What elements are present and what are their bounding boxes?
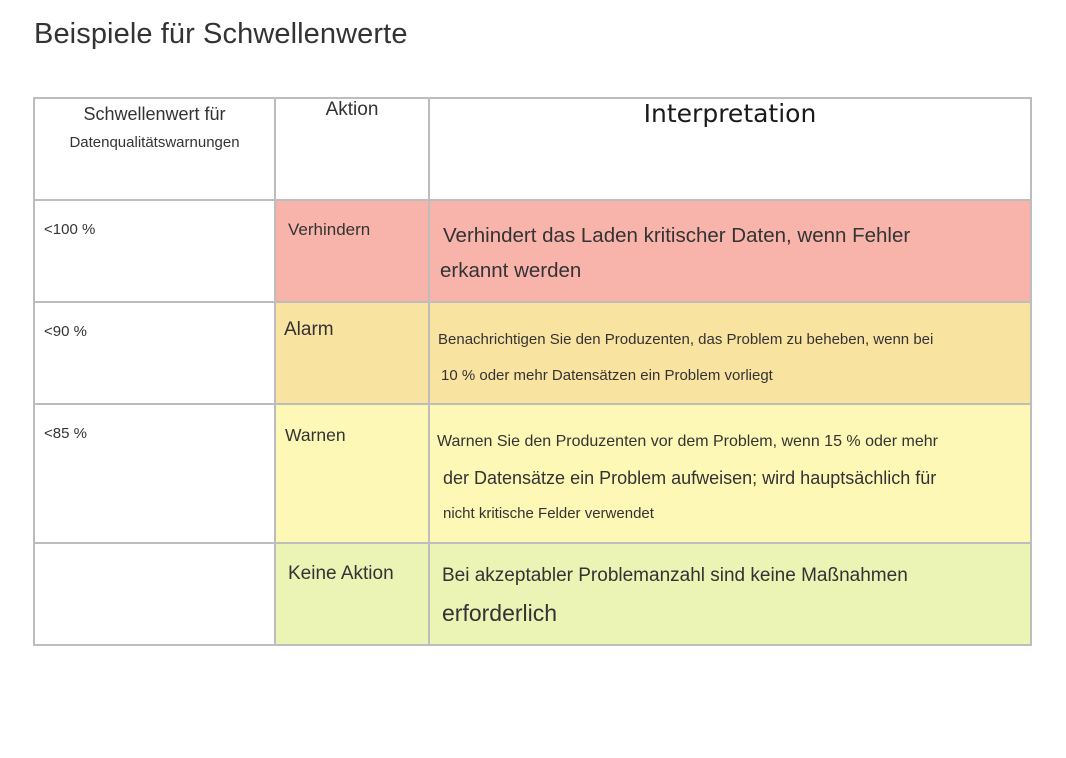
threshold-cell	[34, 404, 275, 543]
threshold-value: <100 %	[44, 221, 96, 238]
action-label: Keine Aktion	[288, 563, 394, 584]
interpretation-line: Benachrichtigen Sie den Produzenten, das Problem zu beheben, wenn bei	[438, 331, 934, 348]
interpretation-line: Verhindert das Laden kritischer Daten, wenn Fehler	[443, 224, 911, 247]
page-title: Beispiele für Schwellenwerte	[34, 18, 408, 50]
header-action: Aktion	[275, 98, 429, 200]
interpretation-line: erkannt werden	[440, 259, 582, 282]
interpretation-line: erforderlich	[442, 600, 558, 626]
threshold-cell	[34, 543, 275, 645]
interpretation-line: der Datensätze ein Problem aufweisen; wird hauptsächlich für	[443, 468, 937, 488]
header-threshold-line1: Schwellenwert für	[83, 104, 226, 124]
action-cell	[275, 404, 429, 543]
interpretation-cell	[429, 200, 1031, 302]
threshold-value: <90 %	[44, 323, 87, 340]
threshold-cell	[34, 302, 275, 404]
table-row	[34, 543, 1031, 645]
action-label: Alarm	[284, 319, 334, 340]
interpretation-line: Bei akzeptabler Problemanzahl sind keine Maßnahmen	[442, 565, 908, 586]
threshold-value: <85 %	[44, 425, 87, 442]
threshold-cell	[34, 200, 275, 302]
action-cell	[275, 200, 429, 302]
interpretation-cell	[429, 302, 1031, 404]
table-row	[34, 200, 1031, 302]
threshold-value	[35, 544, 274, 564]
action-cell	[275, 543, 429, 645]
interpretation-cell	[429, 543, 1031, 645]
interpretation-line: 10 % oder mehr Datensätzen ein Problem vorliegt	[441, 367, 773, 384]
thresholds-table	[33, 97, 1032, 646]
table-row	[34, 404, 1031, 543]
header-threshold	[34, 98, 275, 200]
action-label: Warnen	[285, 425, 346, 445]
header-threshold-line2: Datenqualitätswarnungen	[69, 134, 240, 151]
interpretation-line: nicht kritische Felder verwendet	[443, 505, 654, 522]
table-header-row	[34, 98, 1031, 200]
interpretation-line: Warnen Sie den Produzenten vor dem Problem, wenn 15 % oder mehr	[437, 433, 939, 450]
action-label: Verhindern	[288, 220, 371, 239]
action-cell	[275, 302, 429, 404]
header-interpretation: Interpretation	[429, 98, 1031, 200]
interpretation-cell	[429, 404, 1031, 543]
table-row	[34, 302, 1031, 404]
